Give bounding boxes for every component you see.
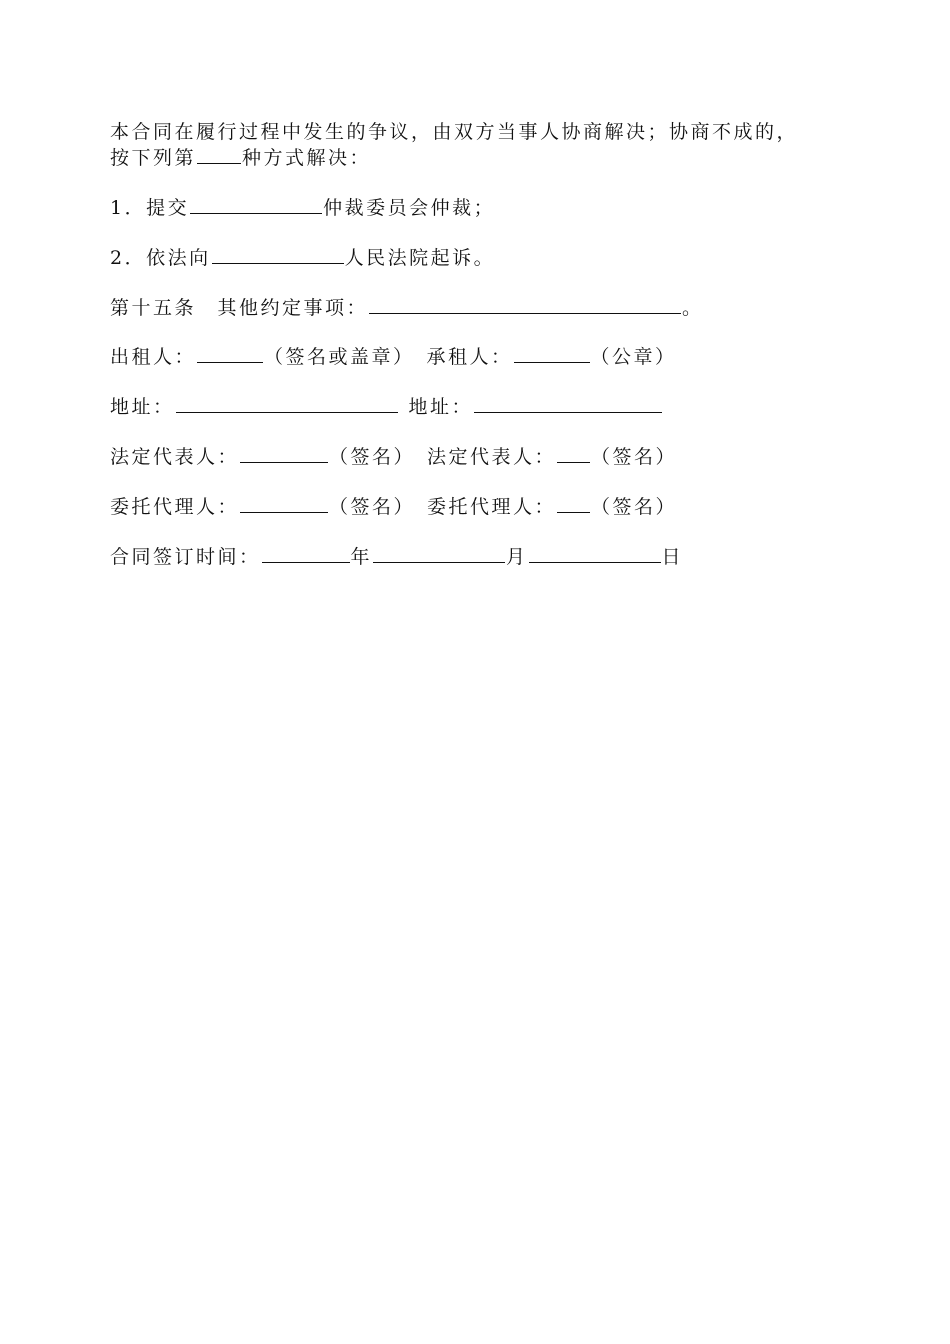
day-label: 日	[661, 546, 684, 568]
lessee-agent-note: （签名）	[591, 496, 678, 518]
lessor-signature-blank	[197, 346, 263, 363]
lessee-legal-rep-label: 法定代表人：	[427, 446, 557, 468]
lessee-legal-rep-blank	[557, 446, 590, 463]
lessor-agent-blank	[240, 496, 328, 513]
dispute-option-suffix: 种方式解决：	[242, 147, 372, 169]
article-15-label: 第十五条 其他约定事项：	[110, 297, 369, 319]
legal-representative-row	[110, 443, 850, 471]
dispute-clause-line-2	[110, 144, 850, 172]
party-signature-row	[110, 343, 850, 371]
authorized-agent-row	[110, 493, 850, 521]
month-label: 月	[506, 546, 528, 568]
dispute-option-prefix: 按下列第	[110, 147, 197, 169]
lessor-agent-note: （签名）	[329, 496, 416, 518]
lessor-agent-label: 委托代理人：	[110, 496, 240, 518]
lessee-label: 承租人：	[426, 346, 513, 368]
lessee-signature-blank	[514, 346, 590, 363]
lessor-legal-rep-label: 法定代表人：	[110, 446, 240, 468]
litigation-option-prefix: 2．依法向	[110, 247, 211, 269]
dispute-clause-text: 本合同在履行过程中发生的争议，由双方当事人协商解决；协商不成的，	[110, 121, 799, 143]
lessee-legal-rep-note: （签名）	[591, 446, 678, 468]
lessor-note: （签名或盖章）	[264, 346, 415, 368]
lessor-address-blank	[176, 396, 398, 413]
arbitration-option-suffix: 仲裁委员会仲裁；	[323, 197, 496, 219]
signing-date-row	[110, 543, 850, 571]
article-15	[110, 294, 850, 322]
lessor-address-label: 地址：	[110, 396, 175, 418]
litigation-option-suffix: 人民法院起诉。	[344, 247, 496, 269]
signing-year-blank	[262, 546, 350, 563]
lessee-address-label: 地址：	[408, 396, 474, 418]
court-name-blank	[212, 247, 344, 264]
address-row	[110, 393, 850, 421]
dispute-clause-line-1	[110, 118, 850, 146]
lessor-legal-rep-note: （签名）	[329, 446, 416, 468]
lessee-agent-label: 委托代理人：	[427, 496, 557, 518]
article-15-end: 。	[682, 297, 704, 319]
arbitration-option	[110, 194, 850, 222]
litigation-option	[110, 244, 850, 272]
option-number-blank	[197, 147, 241, 164]
lessor-legal-rep-blank	[240, 446, 328, 463]
signing-month-blank	[373, 546, 505, 563]
arbitration-option-prefix: 1．提交	[110, 197, 190, 219]
arbitration-committee-blank	[190, 197, 322, 214]
lessee-note: （公章）	[590, 346, 677, 368]
signing-date-label: 合同签订时间：	[110, 546, 261, 568]
signing-day-blank	[529, 546, 661, 563]
lessee-address-blank	[474, 396, 662, 413]
lessee-agent-blank	[557, 496, 590, 513]
year-label: 年	[350, 546, 373, 568]
lessor-label: 出租人：	[110, 346, 197, 368]
other-matters-blank	[369, 297, 681, 314]
